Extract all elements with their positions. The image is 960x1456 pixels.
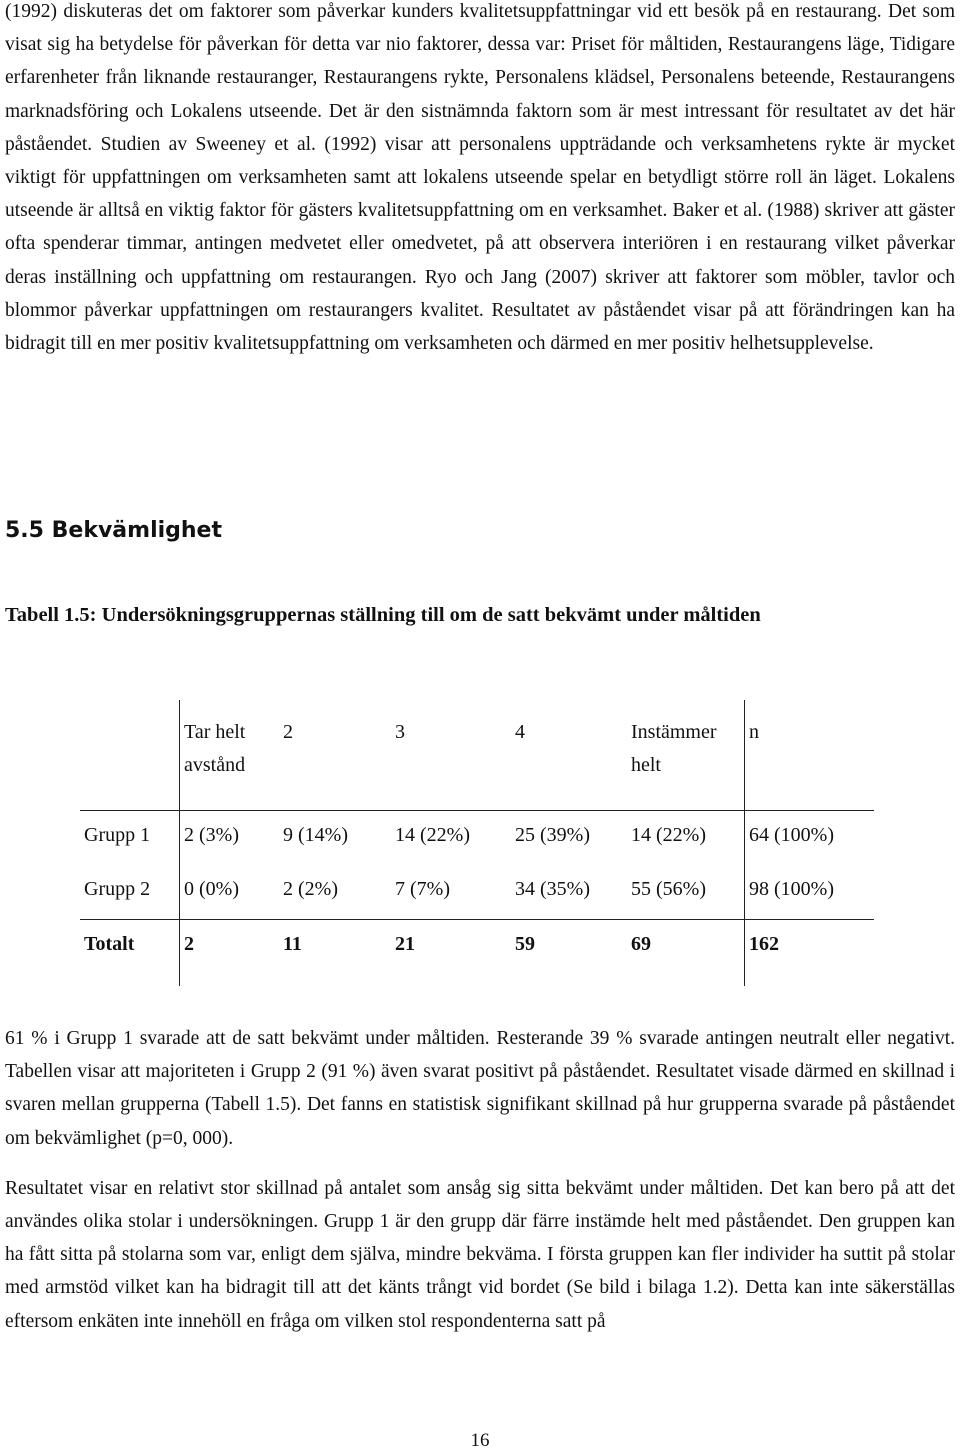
table-caption: Tabell 1.5: Undersökningsgruppernas ställning till om de satt bekvämt under måltiden — [5, 604, 761, 626]
table-cell: 98 (100%) — [749, 878, 834, 900]
table-cell: 2 (3%) — [184, 824, 239, 846]
results-discussion — [5, 1022, 955, 1338]
table-cell: Totalt — [80, 920, 180, 987]
table-cell: 59 — [511, 920, 627, 987]
table-cell: 9 (14%) — [283, 824, 348, 846]
table-cell: 14 (22%) — [627, 811, 745, 866]
table-header-cell: 4 — [511, 700, 627, 811]
table-cell: 7 (7%) — [395, 878, 450, 900]
results-table — [80, 700, 874, 986]
table-cell: 34 (35%) — [515, 878, 590, 900]
section-heading: 5.5 Bekvämlighet — [5, 518, 222, 543]
body-paragraph: 61 % i Grupp 1 svarade att de satt bekvämt under måltiden. Resterande 39 % svarade antingen neutralt eller negativt. Tabellen visar att majoriteten i Grupp 2 (91 %) även svarat positivt på påståendet. Resultatet visade därmed en skillnad i svaren mellan grupperna (Tabell 1.5). Det fanns en statistisk signifikant skillnad på hur grupperna svarade på påståendet om bekvämlighet (p=0, 000). — [5, 1028, 955, 1149]
table-header-cell: 2 — [279, 700, 391, 811]
table-cell: 2 (2%) — [283, 878, 338, 900]
table-cell: 0 (0%) — [184, 878, 239, 900]
table-cell: 69 — [627, 920, 745, 987]
table-total-row — [80, 920, 874, 987]
table-cell: 2 — [180, 920, 280, 987]
table-cell: 14 (22%) — [395, 824, 470, 846]
table-cell: 21 — [391, 920, 511, 987]
table-row — [80, 811, 874, 866]
table-header-row — [80, 700, 874, 811]
table-header-cell: Tar helt avstånd — [180, 700, 280, 811]
table-header-cell: Instämmer helt — [627, 700, 745, 811]
table-row — [80, 865, 874, 920]
table-header-cell: 3 — [391, 700, 511, 811]
table-cell: 25 (39%) — [515, 824, 590, 846]
table-header-cell: n — [745, 700, 875, 811]
table-header-cell — [80, 700, 180, 811]
document-page — [5, 0, 955, 1332]
table-cell: 162 — [745, 920, 875, 987]
table-cell: Grupp 1 — [80, 811, 180, 866]
page-number: 16 — [470, 1430, 490, 1451]
body-paragraph: (1992) diskuteras det om faktorer som påverkar kunders kvalitetsuppfattningar vid ett besök på en restaurang. Det som visat sig ha betydelse för påverkan för detta var nio faktorer, dessa var: Priset för måltiden, Restaurangens läge, Tidigare erfarenheter från liknande restauranger, Restaurangens rykte, Personalens klädsel, Personalens beteende, Restaurangens marknadsföring och Lokalens utseende. Det är den sistnämnda faktorn som är mest intressant för resultatet av det här påståendet. Studien av Sweeney et al. (1992) visar att personalens uppträdande och verksamhetens rykte är mycket viktigt för uppfattningen om verksamheten samt att lokalens utseende spelar en betydligt större roll än läget. Lokalens utseende är alltså en viktig faktor för gästers kvalitetsuppfattning om en verksamhet. Baker et al. (1988) skriver att gäster ofta spenderar timmar, antingen medvetet eller omedvetet, på att observera interiören i en restaurang vilket påverkar deras inställning och uppfattning om restaurangen. Ryo och Jang (2007) skriver att faktorer som möbler, tavlor och blommor påverkar uppfattningen om restaurangers kvalitet. Resultatet av påståendet visar på att förändringen kan ha bidragit till en mer positiv kvalitetsuppfattning om verksamheten och därmed en mer positiv helhetsupplevelse. — [5, 1, 955, 355]
body-paragraph: Resultatet visar en relativt stor skillnad på antalet som ansåg sig sitta bekvämt under måltiden. Det kan bero på att det användes olika stolar i undersökningen. Grupp 1 är den grupp där färre instämde helt med påståendet. Den gruppen kan ha fått sitta på stolarna som var, enligt dem själva, mindre bekväma. I första gruppen kan fler individer ha suttit på stolar med armstöd vilket kan ha bidragit till att det känts trångt vid bordet (Se bild i bilaga 1.2). Detta kan inte säkerställas eftersom enkäten inte innehöll en fråga om vilken stol respondenterna satt på — [5, 1177, 955, 1332]
table-cell: Grupp 2 — [80, 865, 180, 920]
table-cell: 64 (100%) — [749, 824, 834, 846]
table-cell: 55 (56%) — [627, 865, 745, 920]
table-cell: 11 — [279, 920, 391, 987]
